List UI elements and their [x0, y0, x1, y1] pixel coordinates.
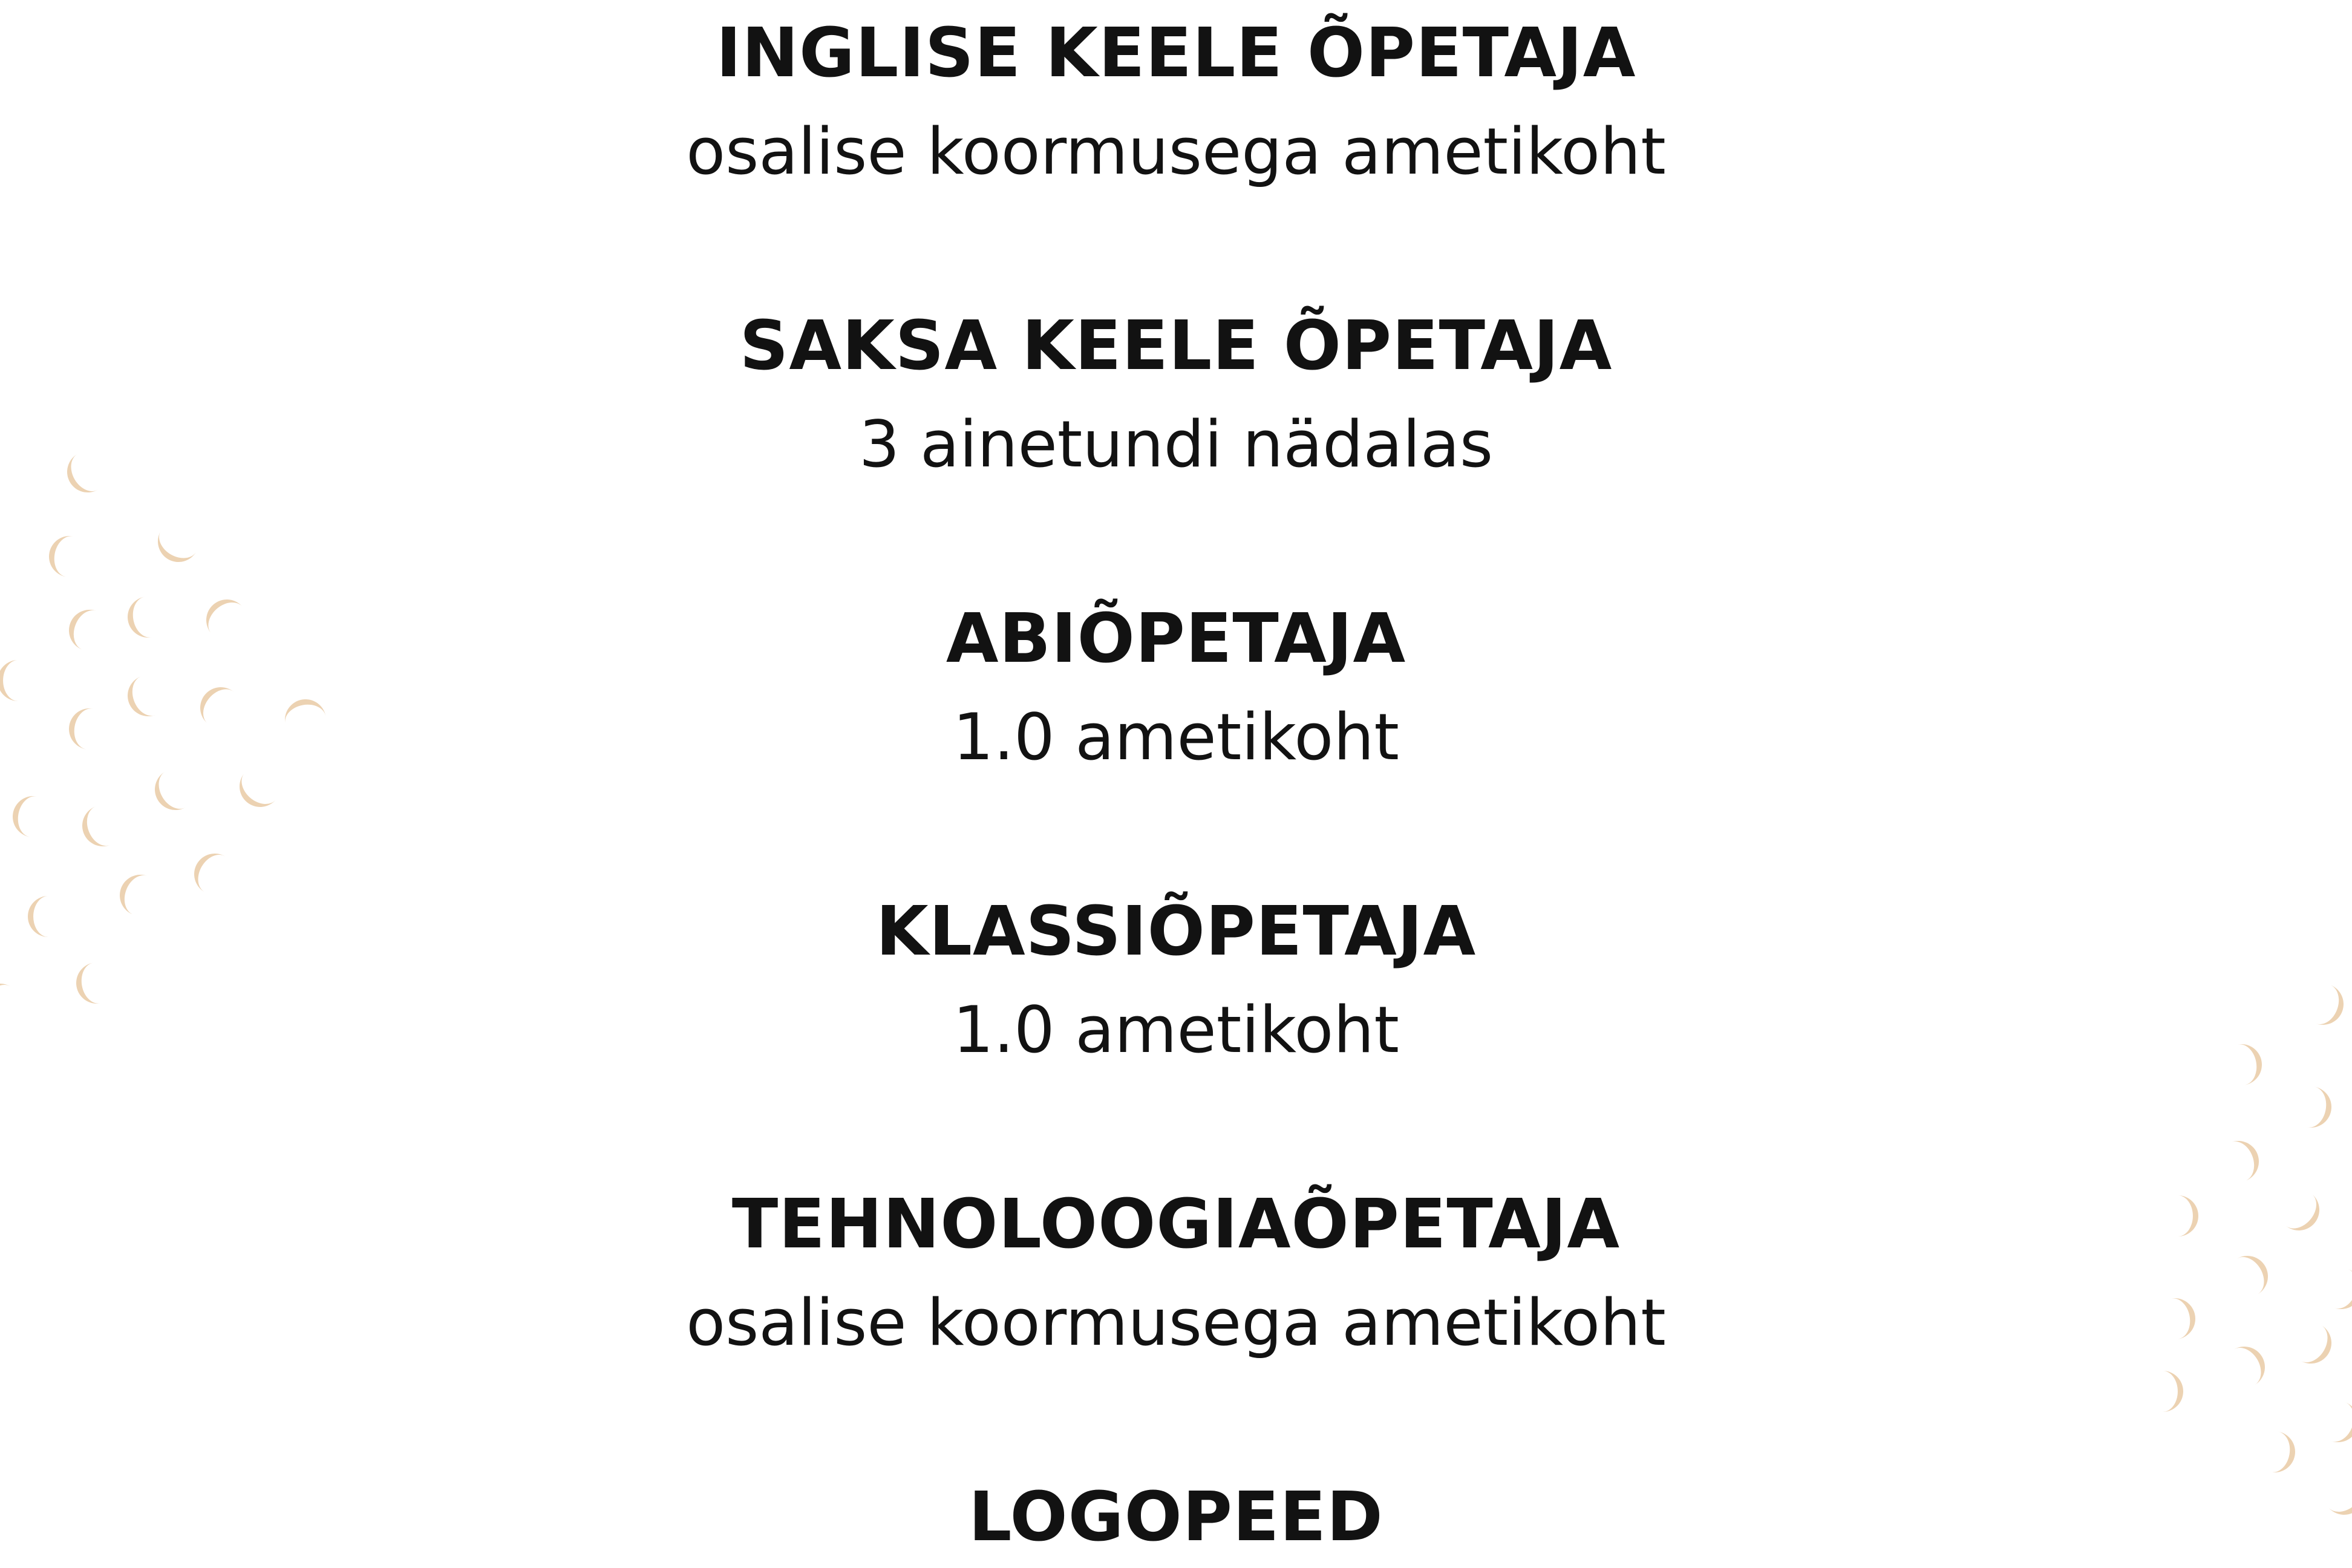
position-title: INGLISE KEELE ÕPETAJA [716, 14, 1636, 93]
position-english-teacher [0, 11, 2352, 201]
position-detail: 3 ainetundi nädalas [858, 407, 1494, 482]
position-title: LOGOPEED [969, 1478, 1383, 1557]
position-detail: 1.0 ametikoht [953, 993, 1399, 1067]
position-german-teacher [0, 304, 2352, 494]
position-title: TEHNOLOOGIAÕPETAJA [731, 1185, 1621, 1264]
position-title: KLASSIÕPETAJA [875, 892, 1477, 971]
position-class-teacher [0, 889, 2352, 1079]
position-assistant-teacher [0, 596, 2352, 786]
position-detail: osalise koormusega ametikoht [686, 1285, 1666, 1360]
position-speech-therapist [0, 1475, 2352, 1560]
position-detail: osalise koormusega ametikoht [686, 114, 1666, 189]
position-technology-teacher [0, 1182, 2352, 1372]
position-title: SAKSA KEELE ÕPETAJA [739, 307, 1613, 385]
position-title: ABIÕPETAJA [946, 599, 1406, 678]
position-detail: 1.0 ametikoht [953, 700, 1399, 774]
